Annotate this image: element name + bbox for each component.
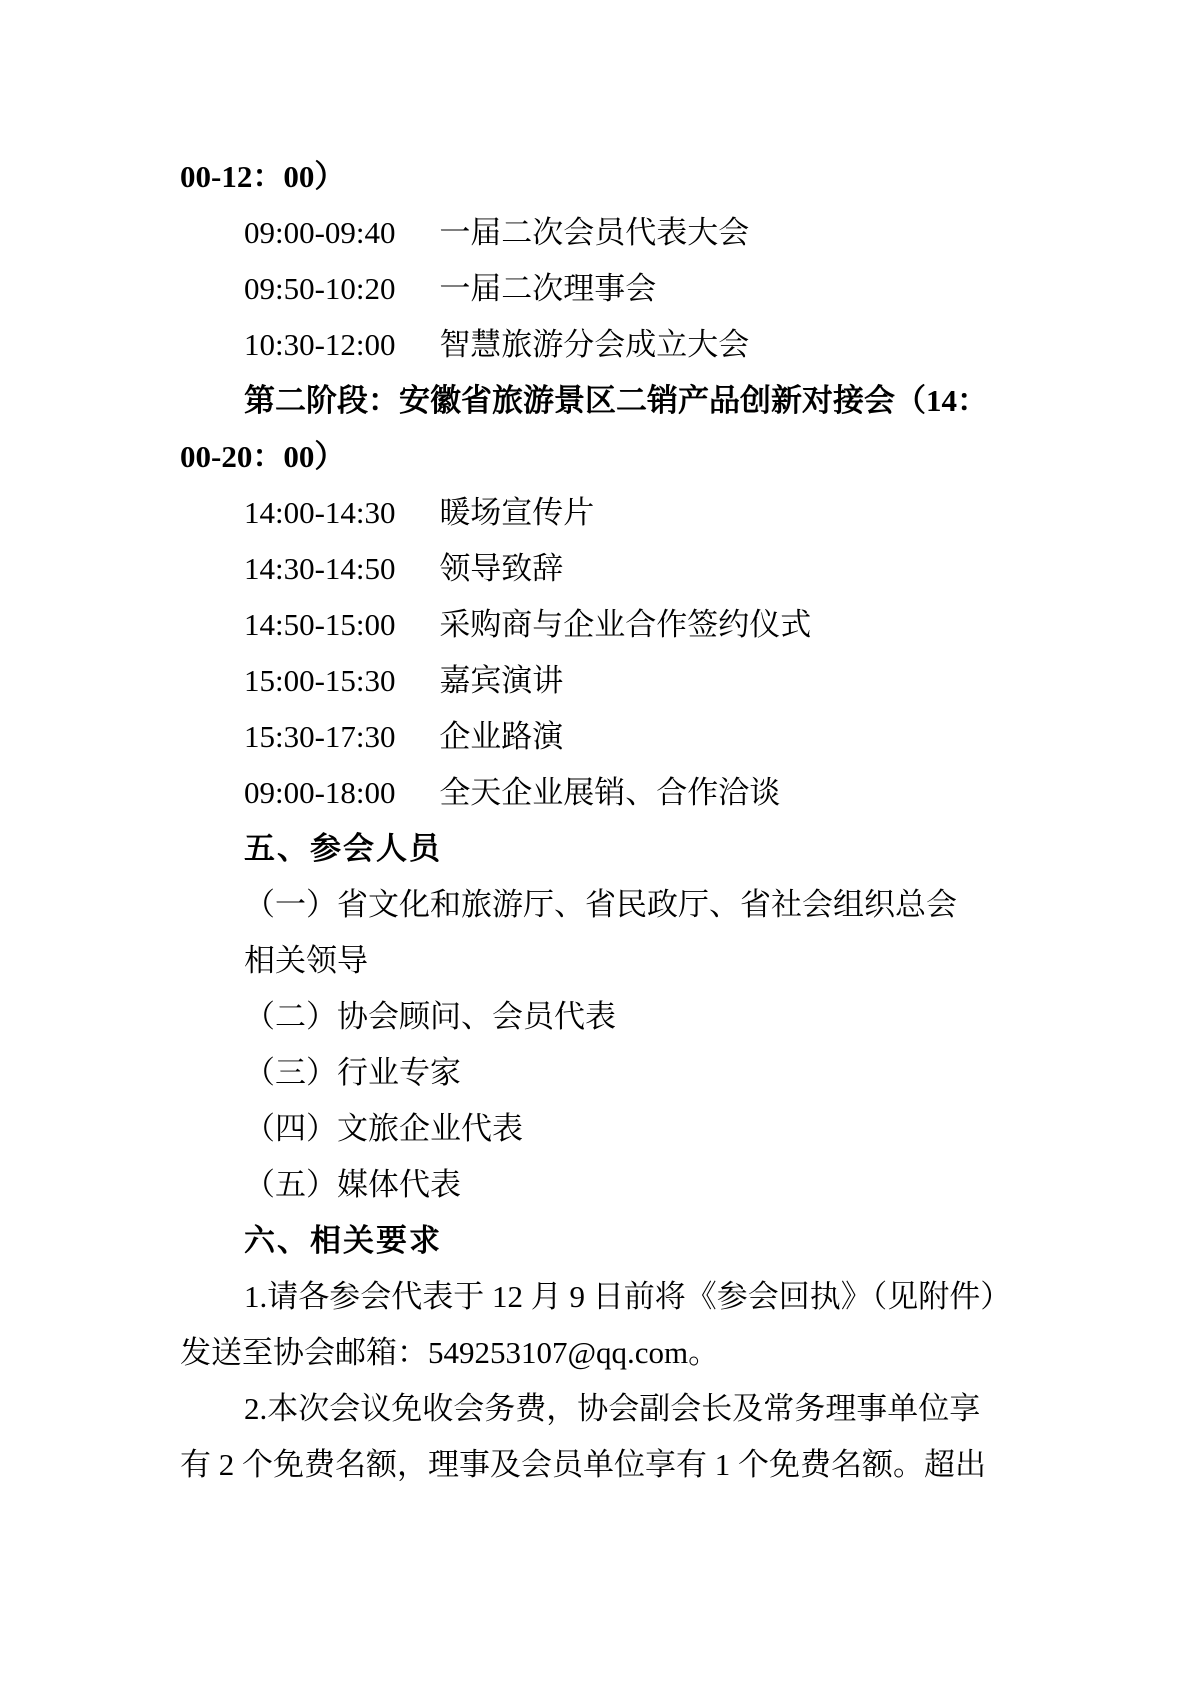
requirement-item: 2.本次会议免收会务费，协会副会长及常务理事单位享 — [244, 1391, 981, 1426]
stage1-heading-wrap: 00-12：00） — [180, 159, 346, 194]
requirement-item-wrap: 发送至协会邮箱：549253107@qq.com。 — [180, 1335, 720, 1370]
schedule-activity: 智慧旅游分会成立大会 — [439, 327, 750, 362]
schedule-item — [180, 653, 1012, 709]
stage2-heading-line2: 00-20：00） — [180, 439, 346, 474]
attendee-item: （三）行业专家 — [244, 1055, 461, 1090]
schedule-item — [180, 261, 1012, 317]
schedule-item — [180, 205, 1012, 261]
schedule-activity: 嘉宾演讲 — [439, 663, 564, 698]
schedule-item — [180, 709, 1012, 765]
schedule-time: 09:00-09:40 — [244, 215, 396, 250]
schedule-activity: 全天企业展销、合作洽谈 — [439, 775, 781, 810]
schedule-activity: 一届二次理事会 — [439, 271, 657, 306]
requirement-item-wrap: 有 2 个免费名额，理事及会员单位享有 1 个免费名额。超出 — [180, 1447, 986, 1482]
attendee-item: （二）协会顾问、会员代表 — [244, 999, 616, 1034]
schedule-time: 09:50-10:20 — [244, 271, 396, 306]
schedule-activity: 暖场宣传片 — [439, 495, 595, 530]
schedule-time: 14:50-15:00 — [244, 607, 396, 642]
attendee-item-wrap: 相关领导 — [244, 943, 368, 978]
schedule-time: 14:30-14:50 — [244, 551, 396, 586]
stage2-heading-line1: 第二阶段：安徽省旅游景区二销产品创新对接会（14： — [244, 383, 988, 418]
schedule-activity: 采购商与企业合作签约仪式 — [439, 607, 812, 642]
schedule-time: 10:30-12:00 — [244, 327, 396, 362]
schedule-item — [180, 317, 1012, 373]
attendee-item: （一）省文化和旅游厅、省民政厅、省社会组织总会 — [244, 887, 957, 922]
schedule-time: 14:00-14:30 — [244, 495, 396, 530]
attendee-item: （五）媒体代表 — [244, 1167, 461, 1202]
requirement-item: 1.请各参会代表于 12 月 9 日前将《参会回执》（见附件） — [244, 1279, 1012, 1314]
schedule-activity: 领导致辞 — [439, 551, 564, 586]
schedule-time: 15:30-17:30 — [244, 719, 396, 754]
document-body — [180, 149, 1012, 1493]
schedule-item — [180, 765, 1012, 821]
schedule-activity: 企业路演 — [439, 719, 564, 754]
section6-heading: 六、相关要求 — [244, 1223, 442, 1258]
schedule-time: 15:00-15:30 — [244, 663, 396, 698]
schedule-item — [180, 541, 1012, 597]
section5-heading: 五、参会人员 — [244, 831, 442, 866]
schedule-activity: 一届二次会员代表大会 — [439, 215, 750, 250]
schedule-item — [180, 485, 1012, 541]
schedule-item — [180, 597, 1012, 653]
attendee-item: （四）文旅企业代表 — [244, 1111, 523, 1146]
schedule-time: 09:00-18:00 — [244, 775, 396, 810]
